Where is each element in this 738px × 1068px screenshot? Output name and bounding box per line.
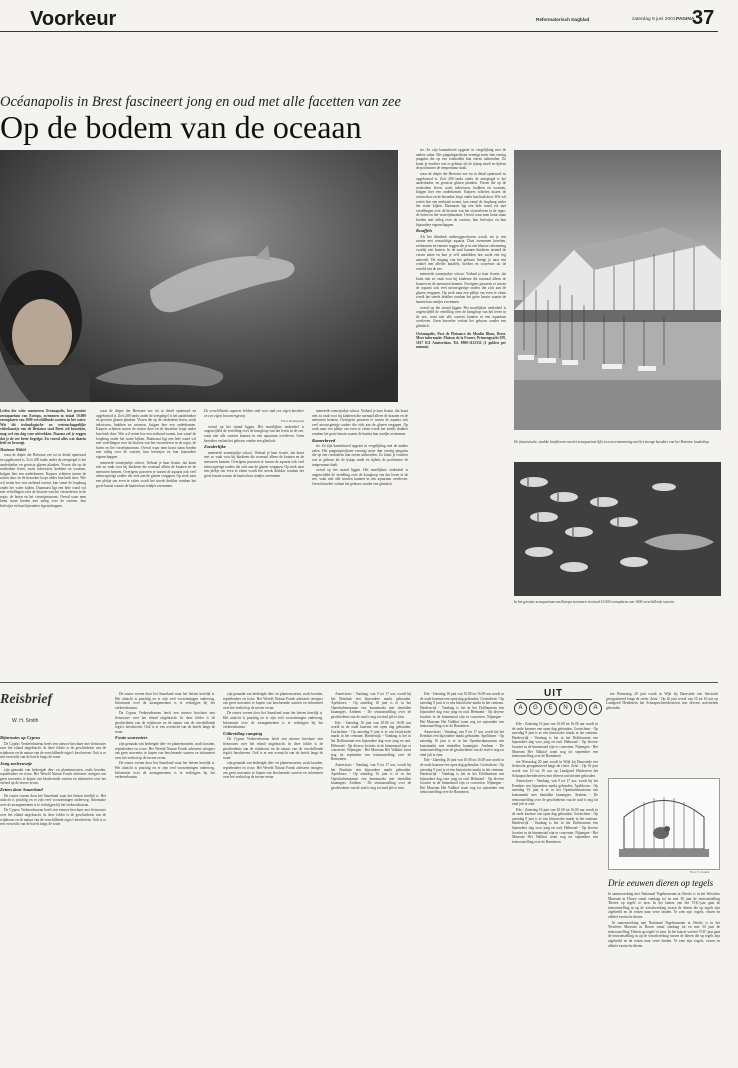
heading-sauerland: Zetten door Sauerland: [0, 786, 43, 792]
reisbrief-col3-d: zijn gemaakt van bedreigde dier- en plantensoorten, zoals koralen, reptielenleer en ivoor. Het Wereld Natuur Fonds adviseert reizigers om geen souvenirs te kopen van beschermde soorten en informeert over het verbod op de invoer ervan.: [223, 761, 323, 780]
column-5-text-b: waar de diepte der Bretonse zee tot in detail opnieuwd en opgebouwd is. Zo'n 200 tanks onder de zeespiegel is het aardedonker en grootste glazen planken. Vissen die op de rotsbodem leven, zoals inktvissen, krabben en wormen, krijgen hier een onderkomen. Karpers schieten tussen de rotsen door en de bezoeker loopt onder hun buik door. Wie wil weten hoe een zeehond zwemt, kan vanaf de loopbrug onder het water kijken. Daarnaast ligt een hele wand vol met vertellingen over de historie van het vissersleven in de regio, de boten en het visserijmuseum. Overal waar men komt staan borden met uitleg over de soorten, hun leefwijze en hun bijzondere eigenschappen.: [416, 171, 506, 227]
agenda-col2-d: Ede - Zaterdag 16 juni van 10.00 tot 16.00 uur wordt in de oude kazerne een open dag gehouden. Gorinchem - Op zaterdag 9 juni is er een historische markt in het centrum. Harderwijk - Vandaag is het in het Dolfinarium een bijzondere dag voor jong en oud. Helmond - Op diverse locaties in de binnenstad zijn er concerten. Nijmegen - Het Museum Het Valkhof toont nog tot september een tentoonstelling over de Romeinen.: [512, 807, 598, 844]
agenda-column-2: [512, 722, 598, 1054]
feature-body-text-b: In samenwerking met Nationaal Tegelmuseum in Otterlo is in het Westfries Museum in Hoorn vanaf vandaag tot en met 30 juni de tentoonstelling 'Dieren op tegels' te zien. In het laatste van het VOC-jaar gaat de tentoonstelling in op de wisselwerking tussen de dieren die op tegels zijn afgebeeld en de reizen naar verre landen. Te zien zijn vogels, vissen en allerlei exotische dieren.: [608, 920, 720, 948]
agenda-column-1: [420, 692, 504, 1054]
newspaper-name: Reformatorisch Dagblad: [536, 17, 590, 22]
column-5-text: ter. Ze zijn kamerbreed opgezet in vergelijking met de andere zalen. Het pinguïnpaviljoen verenigt meer dan veertig pinguïns die op een rotsbodem hun eieren uitbroeden. Zo komt je erachter wat er gebeurt als de ijskap smelt en tijdens de poolwinter de temperatuur daalt.: [416, 148, 506, 171]
birdcage-tile-photo: [608, 778, 720, 870]
uit-underline: [516, 699, 592, 700]
article-column-4: [312, 409, 408, 674]
agenda-col1-c: Ede - Zaterdag 16 juni van 10.00 tot 16.00 uur wordt in de oude kazerne een open dag gehouden. Gorinchem - Op zaterdag 9 juni is er een historische markt in het centrum. Harderwijk - Vandaag is het in het Dolfinarium een bijzondere dag voor jong en oud. Helmond - Op diverse locaties in de binnenstad zijn er concerten. Nijmegen - Het Museum Het Valkhof toont nog tot september een tentoonstelling over de Romeinen.: [420, 758, 504, 795]
article-column-5: [416, 148, 506, 674]
reisbrief-col1-c: De routes voeren door het Sauerland waar het fietsen heerlijk is. Het uitzicht is prachtig en er zijn veel voorzieningen onderweg. Informatie over de arrangementen is te verkrijgen bij het verkeersbureau.: [0, 793, 106, 807]
article-headline: Op de bodem van de oceaan: [0, 109, 362, 145]
article-column-2: [96, 409, 196, 674]
reisbrief-col1-a: De Cyprus Verkeersbureau heeft een nieuwe brochure met fietsroutes over het eiland uitgebracht. In deze folder is de geschiedenis van de wijnbouw en de natuur van de verschillende regio's beschreven. Ook is er een overzicht van de hotels langs de route.: [0, 741, 106, 760]
article-intro: [0, 409, 86, 677]
reisbrief-col2-b: De Cyprus Verkeersbureau heeft een nieuwe brochure met fietsroutes over het eiland uitgebracht. In deze folder is de geschiedenis van de wijnbouw en de natuur van de verschillende regio's beschreven. Ook is er een overzicht van de hotels langs de route.: [115, 711, 215, 734]
fish-photo: [514, 462, 721, 596]
agenda-letter: D: [574, 702, 587, 715]
intro-paragraph: Leden der witte marmeren Océanapolis, het grootste zeeaquarium van Europa, zwemmen in totaal 10.000 exemplaren van 1000 verschillende soorten in het water. Wie dit technologische en wetenschappelijke visitekaartje van de Bretonse stad Brest wil bezoeken, mag wel een dag voor uittrekken. Daarna zal je zeggen dat je de zee beter begrijpt. En vooral alles wat daarin leeft en beweegt.: [0, 409, 86, 446]
page-label: PAGINA: [676, 17, 695, 22]
agenda-col2-a: Ede - Zaterdag 16 juni van 10.00 tot 16.00 uur wordt in de oude kazerne een open dag gehouden. Gorinchem - Op zaterdag 9 juni is er een historische markt in het centrum. Harderwijk - Vandaag is het in het Dolfinarium een bijzondere dag voor jong en oud. Helmond - Op diverse locaties in de binnenstad zijn er concerten. Nijmegen - Het Museum Het Valkhof toont nog tot september een tentoonstelling over de Romeinen.: [512, 722, 598, 759]
agenda-col1-b: Amersfoort - Vandaag, van 9 tot 17 uur, wordt bij het Eemhuis een bijzondere markt gehouden. Apeldoorn - Op zaterdag 16 juni is er in het Openluchtmuseum een kunstmarkt met tientallen kraampjes. Arnhem - De tentoonstelling over de geschiedenis van de stad is nog tot eind juli te zien.: [420, 729, 504, 757]
heading-kamerbreed: Kamerbreed: [312, 437, 336, 443]
photo1-caption: De verschillende aquaria hebben stuk voor stuk een eigen karakter en een eigen bewonersgroep.: [204, 409, 304, 418]
section-title: Voorkeur: [30, 8, 117, 30]
reisbrief-column-2: [115, 692, 215, 1054]
reisbrief-column-1: [0, 734, 106, 1054]
column-4-text-b: ter. Ze zijn kamerbreed opgezet in vergelijking met de andere zalen. Het pinguïnpaviljoen verenigt meer dan veertig pinguïns die op een rotsbodem hun eieren uitbroeden. Zo komt je erachter wat er gebeurt als de ijskap smelt en tijdens de poolwinter de temperatuur daalt.: [312, 444, 408, 467]
date: zaterdag 9 juni 2001: [632, 17, 676, 22]
reisbrief-col3-a: zijn gemaakt van bedreigde dier- en plantensoorten, zoals koralen, reptielenleer en ivoor. Het Wereld Natuur Fonds adviseert reizigers om geen souvenirs te kopen van beschermde soorten en informeert over het verbod op de invoer ervan.: [223, 692, 323, 710]
info-box: Océanapolis, Port de Plaisance du Moulin Blanc, Brest. Meer informatie: Maison de la France, Prinsengracht 670, 1017 KX Amsterdam. Tel. 0900-1122332 (1 gulden per minuut).: [416, 331, 506, 350]
reisbrief-col1-b: zijn gemaakt van bedreigde dier- en plantensoorten, zoals koralen, reptielenleer en ivoor. Het Wereld Natuur Fonds adviseert reizigers om geen souvenirs te kopen van beschermde soorten en informeert over het verbod op de invoer ervan.: [0, 767, 106, 786]
reisbrief-col2-c: zijn gemaakt van bedreigde dier- en plantensoorten, zoals koralen, reptielenleer en ivoor. Het Wereld Natuur Fonds adviseert reizigers om geen souvenirs te kopen van beschermde soorten en informeert over het verbod op de invoer ervan.: [115, 741, 215, 760]
feature-credit: Foto: V. Joosten: [690, 870, 710, 874]
heading-foute: Foute souveniers: [115, 735, 148, 741]
uit-label: UIT: [544, 688, 564, 699]
page-header: [0, 0, 738, 34]
reisbrief-column-3: [223, 692, 323, 1054]
reisbrief-col4-b: Ede - Zaterdag 16 juni van 10.00 tot 16.00 uur wordt in de oude kazerne een open dag gehouden. Gorinchem - Op zaterdag 9 juni is er een historische markt in het centrum. Harderwijk - Vandaag is het in het Dolfinarium een bijzondere dag voor jong en oud. Helmond - Op diverse locaties in de binnenstad zijn er concerten. Nijmegen - Het Museum Het Valkhof toont nog tot september een tentoonstelling over de Romeinen.: [331, 720, 411, 762]
column-5-text-e: overal op het strand liggen. Het moeilijkste onderdeel is ongetwijfeld de vertelling over de kringloop van het leven in de zee, want niet alle soorten kunnen in een aquarium overleven. Geen bezoeker verlaat het gebouw zonder een glimlach.: [416, 305, 506, 328]
heading-knuffels: Knuffels: [416, 228, 433, 234]
agenda-letter: N: [559, 702, 572, 715]
agenda-letter: E: [544, 702, 557, 715]
birdcage-tile-illustration: [609, 779, 719, 869]
reisbrief-col3-c: De Cyprus Verkeersbureau heeft een nieuwe brochure met fietsroutes over het eiland uitgebracht. In deze folder is de geschiedenis van de wijnbouw en de natuur van de verschillende regio's beschreven. Ook is er een overzicht van de hotels langs de route.: [223, 737, 323, 760]
harbor-photo-illustration: [514, 150, 721, 430]
agenda-column-3: [606, 692, 718, 772]
reisbrief-col4-c: Amersfoort - Vandaag, van 9 tot 17 uur, wordt bij het Eemhuis een bijzondere markt gehouden. Apeldoorn - Op zaterdag 16 juni is er in het Openluchtmuseum een kunstmarkt met tientallen kraampjes. Arnhem - De tentoonstelling over de geschiedenis van de stad is nog tot eind juli te zien.: [331, 762, 411, 790]
harbor-caption: De futuristische, strakke hoofdvorm van het zeeaquarium lijkt in overeenstemming met het strenge karakter van het Bretonse landschap.: [514, 440, 710, 444]
photo1-credit: Foto's Océanopolis: [281, 419, 304, 424]
column-4-text-c: overal op het strand liggen. Het moeilijkste onderdeel is ongetwijfeld de vertelling over de kringloop van het leven in de zee, want niet alle soorten kunnen in een aquarium overleven. Geen bezoeker verlaat het gebouw zonder een glimlach.: [312, 468, 408, 486]
agenda-letters: [514, 702, 602, 715]
uit-agenda-logo: [510, 688, 600, 718]
article-column-3: [204, 409, 304, 674]
reisbrief-column-4: [331, 692, 411, 1054]
page-number: 37: [692, 7, 715, 29]
column-3-text: overal op het strand liggen. Het moeilijkste onderdeel is ongetwijfeld de vertelling over de kringloop van het leven in de zee, want niet alle soorten kunnen in een aquarium overleven. Geen bezoeker verlaat het gebouw zonder een glimlach.: [204, 424, 304, 443]
heading-zeeleeuwtje: Jong zeeleeuwtje: [0, 760, 33, 766]
harbor-photo: [514, 150, 721, 430]
feature-body-text: In samenwerking met Nationaal Tegelmuseum in Otterlo is in het Westfries Museum in Hoorn vanaf vandaag tot en met 30 juni de tentoonstelling 'Dieren op tegels' te zien. In het laatste van het VOC-jaar gaat de tentoonstelling in op de wisselwerking tussen de dieren die op tegels zijn afgebeeld en de reizen naar verre landen. Te zien zijn vogels, vissen en allerlei exotische dieren.: [608, 892, 720, 919]
author-name: Marianne Witbiel: [0, 447, 27, 452]
column-4-text: meneerde zomerjurkje schoot. Verbaal je haar fixatie, dat komt niet zo vaak voor bij kinderen die normaal alleen de kraaien en de meeuwen kennen. Overigens passeren er tussen de aquaria ook veel nieuwsgierige ouders die zich aan de glazen vergapen. Op zoek naar een plekje om even te zitten wordt het steeds drukker rondom het grote bassin waarin de haaien hun rondjes zwemmen.: [312, 409, 408, 436]
reisbrief-col2-a: De routes voeren door het Sauerland waar het fietsen heerlijk is. Het uitzicht is prachtig en er zijn veel voorzieningen onderweg. Informatie over de arrangementen is te verkrijgen bij het verkeersbureau.: [115, 692, 215, 710]
reisbrief-col1-d: De Cyprus Verkeersbureau heeft een nieuwe brochure met fietsroutes over het eiland uitgebracht. In deze folder is de geschiedenis van de wijnbouw en de natuur van de verschillende regio's beschreven. Ook is er een overzicht van de hotels langs de route.: [0, 808, 106, 827]
header-rule: [0, 31, 718, 32]
fish-caption: In het grootste zeeaquarium van Europa zwemmen in totaal 10.000 exemplaren van 1000 verschillende soorten.: [514, 600, 675, 604]
feature-title: Drie eeuwen dieren op tegels: [608, 878, 714, 888]
agenda-letter: G: [529, 702, 542, 715]
reisbrief-logo: [0, 690, 110, 706]
heading-cyprus: Rijnroutes op Cyprus: [0, 735, 41, 740]
intro-body: waar de diepte der Bretonse zee tot in detail opnieuwd en opgebouwd is. Zo'n 200 tanks onder de zeespiegel is het aardedonker en grootste glazen planken. Vissen die op de rotsbodem leven, zoals inktvissen, krabben en wormen, krijgen hier een onderkomen. Karpers schieten tussen de rotsen door en de bezoeker loopt onder hun buik door. Wie wil weten hoe een zeehond zwemt, kan vanaf de loopbrug onder het water kijken. Daarnaast ligt een hele wand vol met vertellingen over de historie van het vissersleven in de regio, de boten en het visserijmuseum. Overal waar men komt staan borden met uitleg over de soorten, hun leefwijze en hun bijzondere eigenschappen.: [0, 453, 86, 508]
agenda-col1-a: Ede - Zaterdag 16 juni van 10.00 tot 16.00 uur wordt in de oude kazerne een open dag gehouden. Gorinchem - Op zaterdag 9 juni is er een historische markt in het centrum. Harderwijk - Vandaag is het in het Dolfinarium een bijzondere dag voor jong en oud. Helmond - Op diverse locaties in de binnenstad zijn er concerten. Nijmegen - Het Museum Het Valkhof toont nog tot september een tentoonstelling over de Romeinen.: [420, 692, 504, 729]
dolphin-photo-illustration: [0, 150, 398, 402]
reisbrief-author: W. H. Smith: [12, 718, 39, 724]
article-kicker: Océanapolis in Brest fascineert jong en oud met alle facetten van zee: [0, 94, 401, 110]
agenda-letter: A: [514, 702, 527, 715]
fish-photo-illustration: [514, 462, 721, 596]
agenda-letter: A: [589, 702, 602, 715]
column-2-text: waar de diepte der Bretonse zee tot in detail opnieuwd en opgebouwd is. Zo'n 200 tanks onder de zeespiegel is het aardedonker en grootste glazen planken. Vissen die op de rotsbodem leven, zoals inktvissen, krabben en wormen, krijgen hier een onderkomen. Karpers schieten tussen de rotsen door en de bezoeker loopt onder hun buik door. Wie wil weten hoe een zeehond zwemt, kan vanaf de loopbrug onder het water kijken. Daarnaast ligt een hele wand vol met vertellingen over de historie van het vissersleven in de regio, de boten en het visserijmuseum. Overal waar men komt staan borden met uitleg over de soorten, hun leefwijze en hun bijzondere eigenschappen.: [96, 409, 196, 459]
heading-zonderlijke: Zonderlijke: [204, 444, 226, 450]
dolphin-photo: [0, 150, 398, 402]
reisbrief-title: Reisbrief: [0, 692, 53, 707]
feature-body: [608, 892, 720, 1052]
section-divider: [0, 682, 718, 683]
agenda-col3-a: ten Woensdag 20 juni wordt in Wijk bij Duurstede een fietstocht georganiseerd langs de rivier. Zeist - Op 16 juni wordt van 10 tot 16 uur op Landgoed Heidestein het Schaapsscheerdersfeest met diverse activiteiten gehouden.: [606, 692, 718, 710]
reisbrief-col4-a: Amersfoort - Vandaag, van 9 tot 17 uur, wordt bij het Eemhuis een bijzondere markt gehouden. Apeldoorn - Op zaterdag 16 juni is er in het Openluchtmuseum een kunstmarkt met tientallen kraampjes. Arnhem - De tentoonstelling over de geschiedenis van de stad is nog tot eind juli te zien.: [331, 692, 411, 719]
reisbrief-col3-b: De routes voeren door het Sauerland waar het fietsen heerlijk is. Het uitzicht is prachtig en er zijn veel voorzieningen onderweg. Informatie over de arrangementen is te verkrijgen bij het verkeersbureau.: [223, 711, 323, 730]
column-3-text-b: meneerde zomerjurkje schoot. Verbaal je haar fixatie, dat komt niet zo vaak voor bij kinderen die normaal alleen de kraaien en de meeuwen kennen. Overigens passeren er tussen de aquaria ook veel nieuwsgierige ouders die zich aan de glazen vergapen. Op zoek naar een plekje om even te zitten wordt het steeds drukker rondom het grote bassin waarin de haaien hun rondjes zwemmen.: [204, 450, 304, 478]
column-5-text-d: meneerde zomerjurkje schoot. Verbaal je haar fixatie, dat komt niet zo vaak voor bij kinderen die normaal alleen de kraaien en de meeuwen kennen. Overigens passeren er tussen de aquaria ook veel nieuwsgierige ouders die zich aan de glazen vergapen. Op zoek naar een plekje om even te zitten wordt het steeds drukker rondom het grote bassin waarin de haaien hun rondjes zwemmen.: [416, 272, 506, 304]
reisbrief-col2-d: De routes voeren door het Sauerland waar het fietsen heerlijk is. Het uitzicht is prachtig en er zijn veel voorzieningen onderweg. Informatie over de arrangementen is te verkrijgen bij het verkeersbureau.: [115, 761, 215, 780]
heading-uitbreiding: Uitbreiding camping: [223, 730, 263, 736]
column-2-text-cont: meneerde zomerjurkje schoot. Verbaal je haar fixatie, dat komt niet zo vaak voor bij kinderen die normaal alleen de kraaien en de meeuwen kennen. Overigens passeren er tussen de aquaria ook veel nieuwsgierige ouders die zich aan de glazen vergapen. Op zoek naar een plekje om even te zitten wordt het steeds drukker rondom het grote bassin waarin de haaien hun rondjes zwemmen.: [96, 460, 196, 488]
agenda-col2-c: Amersfoort - Vandaag, van 9 tot 17 uur, wordt bij het Eemhuis een bijzondere markt gehouden. Apeldoorn - Op zaterdag 16 juni is er in het Openluchtmuseum een kunstmarkt met tientallen kraampjes. Arnhem - De tentoonstelling over de geschiedenis van de stad is nog tot eind juli te zien.: [512, 779, 598, 807]
column-5-text-c: Als het filmdoek omhooggeschoven wordt, zie je een ruimte met reusachtige aquaria. Daar zwemmen kreeften, zeebaarzen en enorme roggen die je in een blauwe schemering voorbij ziet komen. In de zaal kunnen kinderen tastend de vissen aaien en kun je zelf ontdekken hoe zacht een rog aanvoelt. De uitgang van het gebouw brengt je naar een winkel met allerlei knuffels, boeken en souvenirs uit de wereld van de zee.: [416, 234, 506, 271]
agenda-col2-b: ten Woensdag 20 juni wordt in Wijk bij Duurstede een fietstocht georganiseerd langs de rivier. Zeist - Op 16 juni wordt van 10 tot 16 uur op Landgoed Heidestein het Schaapsscheerdersfeest met diverse activiteiten gehouden.: [512, 759, 598, 778]
